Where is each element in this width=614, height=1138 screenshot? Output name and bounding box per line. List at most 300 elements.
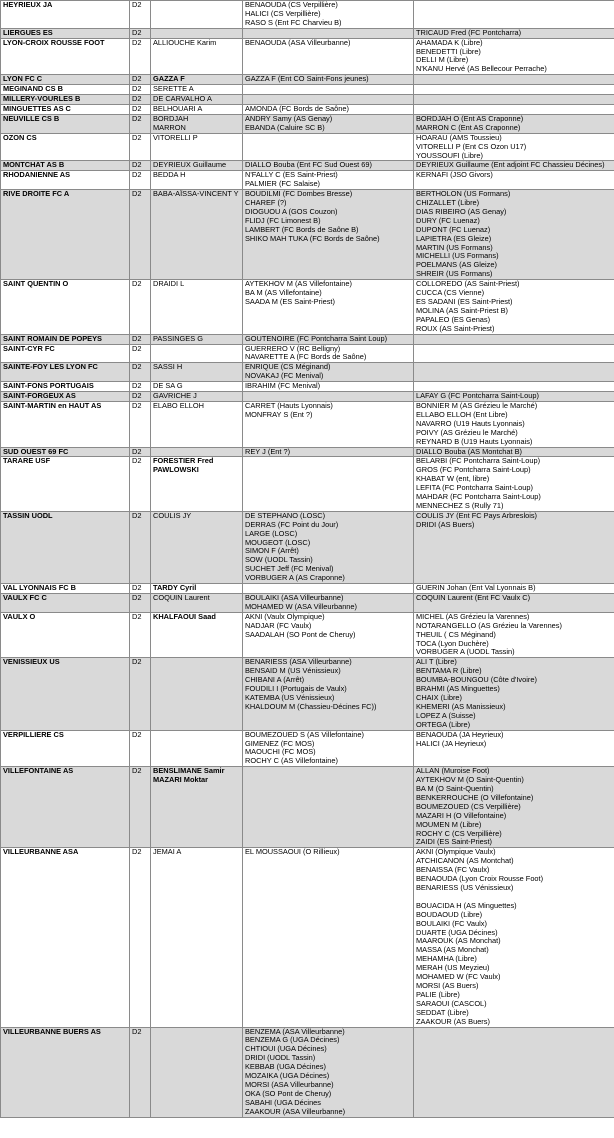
club-cell: SAINT ROMAIN DE POPEYS	[1, 334, 130, 344]
arrival-entry: PALMIER (FC Salaise)	[245, 179, 321, 189]
table-row	[1, 730, 614, 767]
departure-entry: COULIS JY (Ent FC Pays Arbreslois)	[416, 511, 538, 520]
departure-entry: KHEMERI (AS Manissieux)	[416, 701, 506, 711]
club-cell: LYON FC C	[1, 75, 130, 85]
arrival-entry: MOZAIKA (UGA Décines)	[245, 1071, 330, 1081]
departure-entry: VITORELLI P (Ent CS Ozon U17)	[416, 141, 527, 151]
arrival-entry: KHALDOUM M (Chassieu-Décines FC))	[245, 701, 377, 711]
division-cell: D2	[130, 38, 151, 75]
departures-cell	[414, 584, 614, 594]
arrival-entry: SAADA M (ES Saint-Priest)	[245, 297, 335, 306]
coach-cell	[151, 848, 243, 1027]
departure-entry: BOUACIDA H (AS Minguettes)	[416, 900, 517, 910]
departures-cell	[414, 382, 614, 392]
arrivals-cell	[243, 612, 414, 658]
table-row	[1, 1027, 614, 1117]
departure-entry: BOUDAOUD (Libre)	[416, 909, 483, 919]
table-row	[1, 38, 614, 75]
club-cell: TASSIN UODL	[1, 511, 130, 583]
division-cell: D2	[130, 344, 151, 363]
departure-entry: AKNI (Olympique Vaulx)	[416, 847, 496, 857]
coach-name: DEYRIEUX Guillaume	[153, 160, 227, 170]
departure-entry: BENTAMA R (Libre)	[416, 666, 482, 676]
departure-entry: ELLABO ELLOH (Ent Libre)	[416, 409, 508, 419]
arrival-entry: BENZEMA (ASA Villeurbanne)	[245, 1027, 345, 1036]
club-cell: OZON CS	[1, 133, 130, 161]
departure-entry: DUARTE (UGA Décines)	[416, 927, 498, 937]
coach-cell	[151, 334, 243, 344]
departure-entry: LAFAY G (FC Pontcharra Saint-Loup)	[416, 391, 539, 401]
table-row	[1, 334, 614, 344]
arrivals-cell	[243, 190, 414, 280]
club-cell: VAULX FC C	[1, 594, 130, 613]
arrivals-cell	[243, 447, 414, 457]
departures-cell	[414, 457, 614, 511]
club-cell: MINGUETTES AS C	[1, 104, 130, 114]
departures-cell	[414, 447, 614, 457]
club-cell: SAINT-FORGEUX AS	[1, 392, 130, 402]
departures-cell	[414, 38, 614, 75]
division-cell: D2	[130, 447, 151, 457]
club-cell: SUD OUEST 69 FC	[1, 447, 130, 457]
coach-cell	[151, 133, 243, 161]
coach-name: SERETTE A	[153, 84, 194, 94]
arrival-entry: GUERRERO V (RC Belligny)	[245, 344, 341, 353]
arrival-entry: LARGE (LOSC)	[245, 528, 298, 538]
coach-name: TARDY Cyril	[153, 583, 197, 593]
arrival-entry: LAMBERT (FC Bords de Saône B)	[245, 224, 359, 234]
division-cell: D2	[130, 511, 151, 583]
coach-name: BABA-AÏSSA-VINCENT Y	[153, 189, 239, 199]
arrival-entry: CHTIOUI (UGA Décines)	[245, 1044, 327, 1054]
arrival-entry: AMONDA (FC Bords de Saône)	[245, 104, 349, 113]
club-cell: VILLEFONTAINE AS	[1, 767, 130, 848]
coach-cell	[151, 612, 243, 658]
arrival-entry: IBRAHIM (FC Menival)	[245, 381, 321, 391]
arrivals-cell	[243, 85, 414, 95]
division-cell: D2	[130, 1027, 151, 1117]
arrivals-cell	[243, 730, 414, 767]
departures-cell	[414, 767, 614, 848]
arrival-entry: DE STEPHANO (LOSC)	[245, 511, 326, 520]
departure-entry: ALI T (Libre)	[416, 657, 457, 667]
coach-name: KHALFAOUI Saad	[153, 612, 216, 621]
arrival-entry: ROCHY C (AS Villefontaine)	[245, 756, 338, 766]
division-cell: D2	[130, 392, 151, 402]
arrivals-cell	[243, 28, 414, 38]
departure-entry: BONNIER M (AS Grézieu le Marché)	[416, 401, 538, 410]
arrivals-cell	[243, 1027, 414, 1117]
departure-entry: BERTHOLON (US Formans)	[416, 189, 511, 199]
arrival-entry: EBANDA (Caluire SC B)	[245, 122, 325, 132]
arrivals-cell	[243, 1, 414, 29]
departure-entry: GROS (FC Pontcharra Saint-Loup)	[416, 465, 531, 475]
arrivals-cell	[243, 584, 414, 594]
coach-cell	[151, 1, 243, 29]
departure-entry: AYTEKHOV M (O Saint-Quentin)	[416, 775, 524, 785]
table-row	[1, 95, 614, 105]
departure-entry: BRAHMI (AS Minguettes)	[416, 684, 500, 694]
division-cell: D2	[130, 171, 151, 190]
departure-entry: LEFITA (FC Pontcharra Saint-Loup)	[416, 483, 533, 493]
arrivals-cell	[243, 280, 414, 334]
departure-entry: SHREIR (US Formans)	[416, 269, 493, 279]
coach-cell	[151, 38, 243, 75]
departure-entry: MARRON C (Ent AS Craponne)	[416, 122, 521, 132]
division-cell: D2	[130, 584, 151, 594]
club-cell: VENISSIEUX US	[1, 658, 130, 730]
club-cell: VERPILLIERE CS	[1, 730, 130, 767]
departure-entry: COLLOREDO (AS Saint-Priest)	[416, 279, 520, 289]
departures-cell	[414, 401, 614, 447]
departure-entry: SARAOUI (CASCOL)	[416, 998, 487, 1008]
coach-cell	[151, 75, 243, 85]
division-cell: D2	[130, 730, 151, 767]
arrival-entry: CHIBANI A (Arrêt)	[245, 675, 305, 685]
table-row	[1, 344, 614, 363]
departure-entry: CUCCA (CS Vienne)	[416, 288, 485, 298]
club-cell: SAINT-CYR FC	[1, 344, 130, 363]
departure-entry: AHAMADA K (Libre)	[416, 38, 483, 47]
departures-cell	[414, 1, 614, 29]
table-row	[1, 161, 614, 171]
coach-name: COQUIN Laurent	[153, 593, 210, 602]
coach-name: BEDDA H	[153, 170, 186, 180]
arrival-entry: CHAREF (?)	[245, 198, 287, 208]
coach-cell	[151, 85, 243, 95]
table-row	[1, 612, 614, 658]
departure-entry: BENARIESS (US Vénissieux)	[416, 883, 514, 892]
departure-entry: MICHEL (AS Grézieu la Varennes)	[416, 612, 530, 621]
arrival-entry: BENAOUDA (ASA Villeurbanne)	[245, 38, 351, 47]
club-cell: MILLERY-VOURLES B	[1, 95, 130, 105]
departure-entry: ORTEGA (Libre)	[416, 719, 471, 729]
departures-cell	[414, 190, 614, 280]
coach-name: MAZARI Moktar	[153, 775, 209, 785]
arrival-entry: DIALLO Bouba (Ent FC Sud Ouest 69)	[245, 160, 372, 170]
table-row	[1, 171, 614, 190]
table-row	[1, 114, 614, 133]
arrival-entry: REY J (Ent ?)	[245, 447, 291, 456]
club-cell: NEUVILLE CS B	[1, 114, 130, 133]
departure-entry: BELARBI (FC Pontcharra Saint-Loup)	[416, 456, 541, 466]
departure-entry: GUERIN Johan (Ent Val Lyonnais B)	[416, 583, 536, 593]
coach-name: FORESTIER Fred	[153, 456, 214, 466]
departure-entry: PAPALEO (ES Genas)	[416, 314, 491, 324]
coach-cell	[151, 730, 243, 767]
departures-cell	[414, 848, 614, 1027]
table-row	[1, 447, 614, 457]
arrival-entry: GOUTENOIRE (FC Pontcharra Saint Loup)	[245, 334, 388, 343]
arrivals-cell	[243, 382, 414, 392]
division-cell: D2	[130, 382, 151, 392]
division-cell: D2	[130, 190, 151, 280]
departure-entry: HOARAU (AMS Toussieu)	[416, 133, 502, 142]
coach-name: ELABO ELLOH	[153, 401, 204, 410]
arrival-entry: KATEMBA (US Vénissieux)	[245, 692, 335, 702]
arrival-entry: SAADALAH (SO Pont de Cheruy)	[245, 629, 356, 639]
division-cell: D2	[130, 334, 151, 344]
departure-entry: MOUMEN M (Libre)	[416, 819, 482, 829]
arrivals-cell	[243, 344, 414, 363]
coach-name: GAZZA F	[153, 74, 185, 84]
arrival-entry: MOUGEOT (LOSC)	[245, 537, 311, 547]
arrivals-cell	[243, 95, 414, 105]
departures-cell	[414, 280, 614, 334]
arrivals-cell	[243, 401, 414, 447]
departure-entry: THEUIL ( CS Méginand)	[416, 629, 496, 639]
arrival-entry: BOUDILMI (FC Dombes Bresse)	[245, 189, 353, 199]
division-cell: D2	[130, 594, 151, 613]
table-row	[1, 848, 614, 1027]
division-cell: D2	[130, 28, 151, 38]
division-cell: D2	[130, 114, 151, 133]
division-cell: D2	[130, 161, 151, 171]
departure-entry: MASSA (AS Monchat)	[416, 945, 489, 955]
departure-entry: BORDJAH O (Ent AS Craponne)	[416, 114, 524, 123]
club-cell: VAULX O	[1, 612, 130, 658]
arrival-entry: GIMENEZ (FC MOS)	[245, 738, 315, 748]
arrivals-cell	[243, 171, 414, 190]
arrivals-cell	[243, 767, 414, 848]
coach-cell	[151, 511, 243, 583]
arrival-entry: EL MOUSSAOUI (O Rillieux)	[245, 847, 340, 857]
departures-cell	[414, 133, 614, 161]
division-cell: D2	[130, 658, 151, 730]
division-cell: D2	[130, 85, 151, 95]
club-cell: VAL LYONNAIS FC B	[1, 584, 130, 594]
departure-entry: SEDDAT (Libre)	[416, 1007, 469, 1017]
table-row	[1, 75, 614, 85]
departures-cell	[414, 612, 614, 658]
division-cell: D2	[130, 95, 151, 105]
departure-entry: HALICI (JA Heyrieux)	[416, 738, 487, 748]
departure-entry: ATCHICANON (AS Montchat)	[416, 856, 514, 866]
arrival-entry: BENSAID M (US Vénissieux)	[245, 666, 341, 676]
arrivals-cell	[243, 511, 414, 583]
departures-cell	[414, 363, 614, 382]
coach-cell	[151, 280, 243, 334]
departures-cell	[414, 658, 614, 730]
club-cell: VILLEURBANNE ASA	[1, 848, 130, 1027]
departure-entry: MERAH (US Meyzieu)	[416, 963, 490, 973]
arrival-entry: ANDRY Samy (AS Genay)	[245, 114, 333, 123]
arrivals-cell	[243, 161, 414, 171]
departure-entry: DURY (FC Luenaz)	[416, 215, 480, 225]
departures-cell	[414, 594, 614, 613]
coach-cell	[151, 344, 243, 363]
departure-entry: MICHELLI (US Formans)	[416, 251, 499, 261]
arrival-entry: SUCHET Jeff (FC Menival)	[245, 564, 334, 574]
coach-name: DRAIDI L	[153, 279, 185, 289]
division-cell: D2	[130, 612, 151, 658]
departures-cell	[414, 114, 614, 133]
departures-cell	[414, 161, 614, 171]
departure-entry: MOLINA (AS Saint-Priest B)	[416, 305, 508, 315]
arrival-entry: SABAHI (UGA Décines	[245, 1097, 321, 1107]
coach-cell	[151, 767, 243, 848]
departures-cell	[414, 171, 614, 190]
departures-cell	[414, 392, 614, 402]
departure-entry: BA M (O Saint-Quentin)	[416, 784, 494, 794]
arrival-entry: ENRIQUE (CS Méginand)	[245, 362, 331, 372]
coach-cell	[151, 594, 243, 613]
division-cell: D2	[130, 104, 151, 114]
coach-name: VITORELLI P	[153, 133, 198, 142]
arrival-entry: DRIDI (UODL Tassin)	[245, 1053, 316, 1063]
club-cell: SAINTE-FOY LES LYON FC	[1, 363, 130, 382]
arrival-entry: MORSI (ASA Villeurbanne)	[245, 1079, 334, 1089]
club-cell: LIERGUES ES	[1, 28, 130, 38]
transfers-table-body	[1, 1, 614, 1118]
division-cell: D2	[130, 1, 151, 29]
departure-entry: MORSI (AS Buers)	[416, 980, 479, 990]
arrival-entry: DERRAS (FC Point du Jour)	[245, 519, 339, 529]
departure-entry: MAAROUK (AS Monchat)	[416, 936, 501, 946]
departure-entry: BENEDETTI (Libre)	[416, 46, 481, 56]
departures-cell	[414, 730, 614, 767]
coach-name: BENSLIMANE Samir	[153, 766, 225, 776]
arrival-entry: GAZZA F (Ent CO Saint-Fons jeunes)	[245, 74, 369, 84]
departures-cell	[414, 511, 614, 583]
arrival-entry: NADJAR (FC Vaulx)	[245, 620, 312, 630]
departures-cell	[414, 85, 614, 95]
coach-cell	[151, 161, 243, 171]
coach-cell	[151, 1027, 243, 1117]
departure-entry: DEYRIEUX Guillaume (Ent adjoint FC Chassieu Décines)	[416, 160, 605, 170]
table-row	[1, 401, 614, 447]
departure-entry: PALIE (Libre)	[416, 989, 460, 999]
arrival-entry: MONFRAY S (Ent ?)	[245, 409, 313, 419]
departure-entry: MEHAMHA (Libre)	[416, 954, 477, 964]
coach-cell	[151, 114, 243, 133]
table-row	[1, 133, 614, 161]
departure-entry: DELLI M (Libre)	[416, 55, 469, 65]
departure-entry: VORBUGER A (UODL Tassin)	[416, 647, 515, 657]
departures-cell	[414, 344, 614, 363]
table-row	[1, 392, 614, 402]
departure-entry: LOPEZ A (Suisse)	[416, 710, 476, 720]
departure-entry: MAHDAR (FC Pontcharra Saint-Loup)	[416, 492, 541, 502]
table-row	[1, 457, 614, 511]
departure-entry: CHAIX (Libre)	[416, 692, 462, 702]
arrival-entry: AKNI (Vaulx Olympique)	[245, 612, 325, 621]
coach-name: SASSI H	[153, 362, 183, 372]
table-row	[1, 28, 614, 38]
arrivals-cell	[243, 38, 414, 75]
table-row	[1, 1, 614, 29]
division-cell: D2	[130, 280, 151, 334]
departure-entry: ZAAKOUR (AS Buers)	[416, 1016, 490, 1026]
arrival-entry: OKA (SO Pont de Cheruy)	[245, 1088, 332, 1098]
coach-name: PAWLOWSKI	[153, 465, 199, 475]
coach-cell	[151, 190, 243, 280]
departure-entry: BOUMEZOUED (CS Verpillière)	[416, 801, 521, 811]
departures-cell	[414, 1027, 614, 1117]
departures-cell	[414, 28, 614, 38]
arrival-entry: KEBBAB (UGA Décines)	[245, 1062, 326, 1072]
departure-entry: DIALLO Bouba (AS Montchat B)	[416, 447, 522, 456]
departures-cell	[414, 334, 614, 344]
arrival-entry: SIMON F (Arrêt)	[245, 546, 299, 556]
club-cell: SAINT-MARTIN en HAUT AS	[1, 401, 130, 447]
table-row	[1, 658, 614, 730]
coach-cell	[151, 447, 243, 457]
arrival-entry: SHIKO MAH TUKA (FC Bords de Saône)	[245, 233, 380, 243]
coach-name: DE CARVALHO A	[153, 94, 212, 104]
table-row	[1, 190, 614, 280]
coach-cell	[151, 171, 243, 190]
division-cell: D2	[130, 767, 151, 848]
departure-entry: ROCHY C (CS Verpillière)	[416, 828, 502, 838]
departure-entry: KHABAT W (ent, libre)	[416, 474, 490, 484]
arrivals-cell	[243, 363, 414, 382]
club-cell: RHODANIENNE AS	[1, 171, 130, 190]
departure-entry: MARTIN (US Formans)	[416, 242, 493, 252]
arrival-entry: ZAAKOUR (ASA Villeurbanne)	[245, 1106, 346, 1116]
arrivals-cell	[243, 133, 414, 161]
departure-entry: MOHAMED W (FC Vaulx)	[416, 972, 501, 982]
departure-entry: POIVY (AS Grézieu le Marché)	[416, 427, 518, 437]
table-row	[1, 584, 614, 594]
arrival-entry: MOHAMED W (ASA Villeurbanne)	[245, 601, 357, 611]
departure-entry: BENKERROUCHE (O Villefontaine)	[416, 792, 534, 802]
departure-entry: NOTARANGELLO (AS Grézieu la Varennes)	[416, 620, 562, 630]
coach-name: PASSINGES G	[153, 334, 203, 343]
arrival-entry: BA M (AS Villefontaine)	[245, 288, 322, 298]
departure-entry: POELMANS (AS Gleize)	[416, 260, 497, 270]
arrival-entry: DIOGUOU A (GOS Couzon)	[245, 206, 338, 216]
arrivals-cell	[243, 594, 414, 613]
coach-name: MARRON	[153, 122, 186, 132]
departure-entry: DUPONT (FC Luenaz)	[416, 224, 491, 234]
arrival-entry: VORBUGER A (AS Craponne)	[245, 573, 345, 583]
departure-entry: COQUIN Laurent (Ent FC Vaulx C)	[416, 593, 531, 602]
arrival-entry: BENARIESS (ASA Villeurbanne)	[245, 657, 352, 667]
coach-name: ALLIOUCHE Karim	[153, 38, 217, 47]
arrival-entry: FOUDILI I (Portugais de Vaulx)	[245, 684, 347, 694]
departure-entry: N'KANU Hervé (AS Bellecour Perrache)	[416, 64, 547, 74]
coach-cell	[151, 392, 243, 402]
arrival-entry: MAOUCHI (FC MOS)	[245, 747, 316, 757]
arrivals-cell	[243, 75, 414, 85]
departure-entry: YOUSSOUFI (Libre)	[416, 150, 483, 160]
coach-cell	[151, 95, 243, 105]
arrival-entry: SOW (UODL Tassin)	[245, 555, 313, 565]
arrival-entry: BOULAIKI (ASA Villeurbanne)	[245, 593, 344, 602]
departures-cell	[414, 75, 614, 85]
coach-cell	[151, 28, 243, 38]
coach-cell	[151, 363, 243, 382]
club-cell: RIVE DROITE FC A	[1, 190, 130, 280]
club-cell: TARARE USF	[1, 457, 130, 511]
table-row	[1, 280, 614, 334]
departure-entry: TOCA (Lyon Duchère)	[416, 638, 489, 648]
coach-name: DE SA G	[153, 381, 183, 391]
arrivals-cell	[243, 457, 414, 511]
departure-entry: BOULAIKI (FC Vaulx)	[416, 918, 487, 928]
coach-cell	[151, 382, 243, 392]
table-row	[1, 511, 614, 583]
club-cell: SAINT-FONS PORTUGAIS	[1, 382, 130, 392]
table-row	[1, 85, 614, 95]
arrivals-cell	[243, 848, 414, 1027]
coach-name: GAVRICHE J	[153, 391, 197, 401]
coach-cell	[151, 457, 243, 511]
departure-entry: BENAISSA (FC Vaulx)	[416, 865, 490, 875]
departure-entry: BOUMBA-BOUNGOU (Côte d'Ivoire)	[416, 675, 537, 685]
departure-entry: DIAS RIBEIRO (AS Genay)	[416, 206, 507, 216]
